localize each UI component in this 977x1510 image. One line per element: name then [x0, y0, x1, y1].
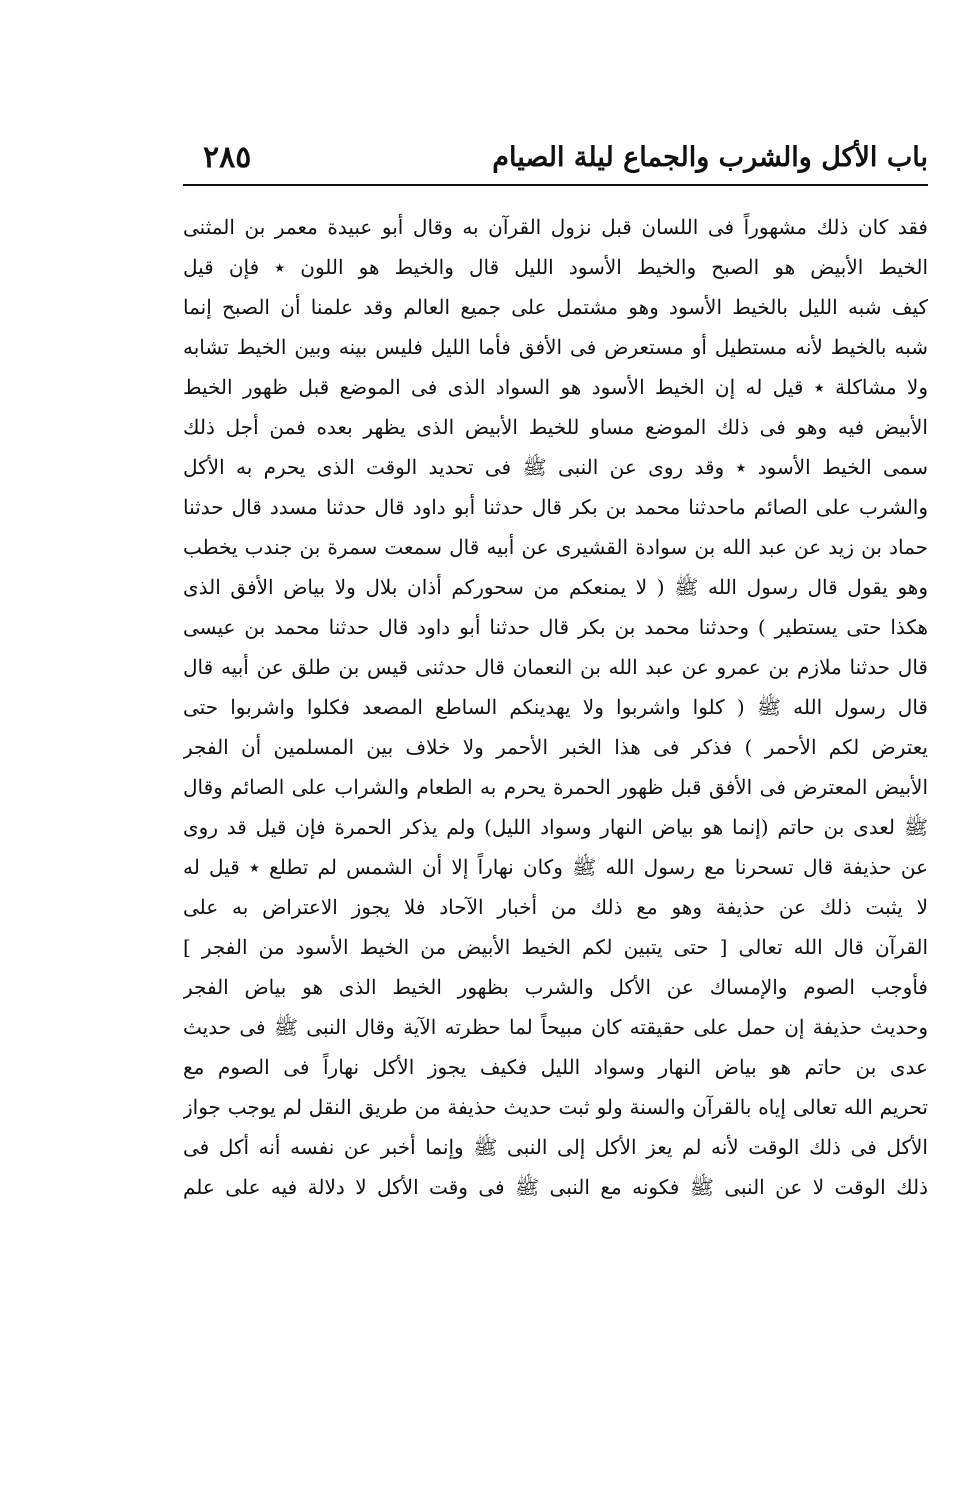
text-line: الأكل فى ذلك الوقت لأنه لم يعز الأكل إلى النبى ﷺ وإنما أخبر عن نفسه أنه أكل فى: [183, 1135, 928, 1159]
page-number: ٢٨٥: [203, 140, 252, 175]
text-line: حماد بن زيد عن عبد الله بن سوادة القشيرى عن أبيه قال سمعت سمرة بن جندب يخطب: [183, 535, 928, 559]
text-line: عدى بن حاتم هو بياض النهار وسواد الليل فكيف يجوز الأكل نهاراً فى الصوم مع: [183, 1055, 928, 1079]
text-line: عن حذيفة قال تسحرنا مع رسول الله ﷺ وكان نهاراً إلا أن الشمس لم تطلع ٭ قيل له: [183, 855, 928, 879]
text-line: ذلك الوقت لا عن النبى ﷺ فكونه مع النبى ﷺ فى وقت الأكل لا دلالة فيه على علم: [183, 1175, 928, 1199]
chapter-title: باب الأكل والشرب والجماع ليلة الصيام: [492, 142, 928, 173]
text-line: القرآن قال الله تعالى [ حتى يتبين لكم الخيط الأبيض من الخيط الأسود من الفجر ]: [183, 935, 928, 959]
page-header: [183, 138, 928, 182]
text-line: فأوجب الصوم والإمساك عن الأكل والشرب بظهور الخيط الذى هو بياض الفجر: [183, 975, 928, 999]
text-line: يعترض لكم الأحمر ) فذكر فى هذا الخبر الأحمر ولا خلاف بين المسلمين أن الفجر: [183, 735, 928, 759]
text-line: الأبيض فيه وهو فى ذلك الموضع مساو للخيط الأبيض الذى يظهر بعده فمن أجل ذلك: [183, 415, 928, 439]
header-rule: [183, 184, 928, 186]
text-line: ﷺ لعدى بن حاتم (إنما هو بياض النهار وسواد الليل) ولم يذكر الحمرة فإن قيل قد روى: [183, 815, 928, 839]
text-line: لا يثبت ذلك عن حذيفة وهو مع ذلك من أخبار الآحاد فلا يجوز الاعتراض به على: [183, 895, 928, 919]
body-text: [183, 207, 928, 1207]
text-line: هكذا حتى يستطير ) وحدثنا محمد بن بكر قال حدثنا أبو داود قال حدثنا محمد بن عيسى: [183, 615, 928, 639]
text-line: قال رسول الله ﷺ ( كلوا واشربوا ولا يهدينكم الساطع المصعد فكلوا واشربوا حتى: [183, 695, 928, 719]
text-line: شبه بالخيط لأنه مستطيل أو مستعرض فى الأفق فأما الليل فليس بينه وبين الخيط تشابه: [183, 335, 928, 359]
text-line: قال حدثنا ملازم بن عمرو عن عبد الله بن النعمان قال حدثنى قيس بن طلق عن أبيه قال: [183, 655, 928, 679]
text-line: فقد كان ذلك مشهوراً فى اللسان قبل نزول القرآن به وقال أبو عبيدة معمر بن المثنى: [183, 215, 928, 239]
text-line: وهو يقول قال رسول الله ﷺ ( لا يمنعكم من سحوركم أذان بلال ولا بياض الأفق الذى: [183, 575, 928, 599]
text-line: الخيط الأبيض هو الصبح والخيط الأسود الليل قال والخيط هو اللون ٭ فإن قيل: [183, 255, 928, 279]
text-line: كيف شبه الليل بالخيط الأسود وهو مشتمل على جميع العالم وقد علمنا أن الصبح إنما: [183, 295, 928, 319]
text-line: الأبيض المعترض فى الأفق قبل ظهور الحمرة يحرم به الطعام والشراب على الصائم وقال: [183, 775, 928, 799]
text-line: تحريم الله تعالى إياه بالقرآن والسنة ولو ثبت حديث حذيفة من طريق النقل لم يوجب جواز: [183, 1095, 928, 1119]
text-line: سمى الخيط الأسود ٭ وقد روى عن النبى ﷺ فى تحديد الوقت الذى يحرم به الأكل: [183, 455, 928, 479]
text-line: وحديث حذيفة إن حمل على حقيقته كان مبيحاً لما حظرته الآية وقال النبى ﷺ فى حديث: [183, 1015, 928, 1039]
text-line: ولا مشاكلة ٭ قيل له إن الخيط الأسود هو السواد الذى فى الموضع قبل ظهور الخيط: [183, 375, 928, 399]
text-line: والشرب على الصائم ماحدثنا محمد بن بكر قال حدثنا أبو داود قال حدثنا مسدد قال حدثنا: [183, 495, 928, 519]
